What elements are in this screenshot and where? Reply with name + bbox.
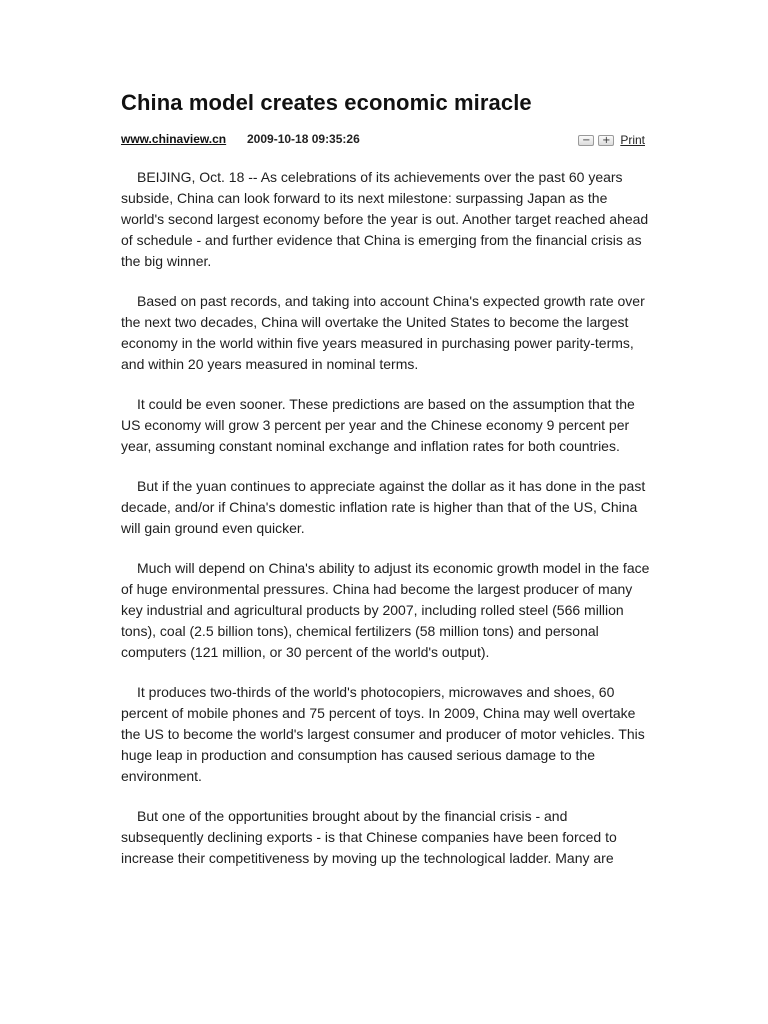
paragraph: But if the yuan continues to appreciate against the dollar as it has done in the past decade, and/or if China's domestic inflation rate is higher than that of the US, China will gain ground even quicker. [121, 478, 646, 536]
article-tools [578, 133, 645, 147]
decrease-font-button[interactable]: − [578, 135, 594, 146]
article-title: China model creates economic miracle [121, 90, 532, 115]
paragraph: BEIJING, Oct. 18 -- As celebrations of its achievements over the past 60 years subside, China can look forward to its next milestone: surpassing Japan as the world's second largest economy before the year is out. Another target reached ahead of schedule - and further evidence that China is emerging from the financial crisis as the big winner. [121, 169, 649, 269]
paragraph: Much will depend on China's ability to adjust its economic growth model in the face of huge environmental pressures. China had become the largest producer of many key industrial and agricultural products by 2007, including rolled steel (566 million tons), coal (2.5 billion tons), chemical fertilizers (58 million tons) and personal computers (121 million, or 30 percent of the world's output). [121, 560, 650, 660]
paragraph: But one of the opportunities brought about by the financial crisis - and subsequently declining exports - is that Chinese companies have been forced to increase their competitiveness by moving up the technological ladder. Many are [121, 808, 617, 866]
publish-date: 2009-10-18 09:35:26 [247, 132, 360, 146]
paragraph: Based on past records, and taking into account China's expected growth rate over the next two decades, China will overtake the United States to become the largest economy in the world within five years measured in purchasing power parity-terms, and within 20 years measured in nominal terms. [121, 293, 645, 372]
article-body [121, 167, 651, 869]
paragraph: It produces two-thirds of the world's photocopiers, microwaves and shoes, 60 percent of mobile phones and 75 percent of toys. In 2009, China may well overtake the US to become the world's largest consumer and producer of motor vehicles. This huge leap in production and consumption has caused serious damage to the environment. [121, 684, 645, 784]
print-link[interactable]: Print [620, 133, 645, 147]
article [121, 88, 651, 888]
increase-font-button[interactable]: + [598, 135, 614, 146]
article-meta [121, 132, 651, 152]
source-link[interactable]: www.chinaview.cn [121, 132, 227, 146]
paragraph: It could be even sooner. These predictions are based on the assumption that the US economy will grow 3 percent per year and the Chinese economy 9 percent per year, assuming constant nominal exchange and inflation rates for both countries. [121, 396, 635, 454]
